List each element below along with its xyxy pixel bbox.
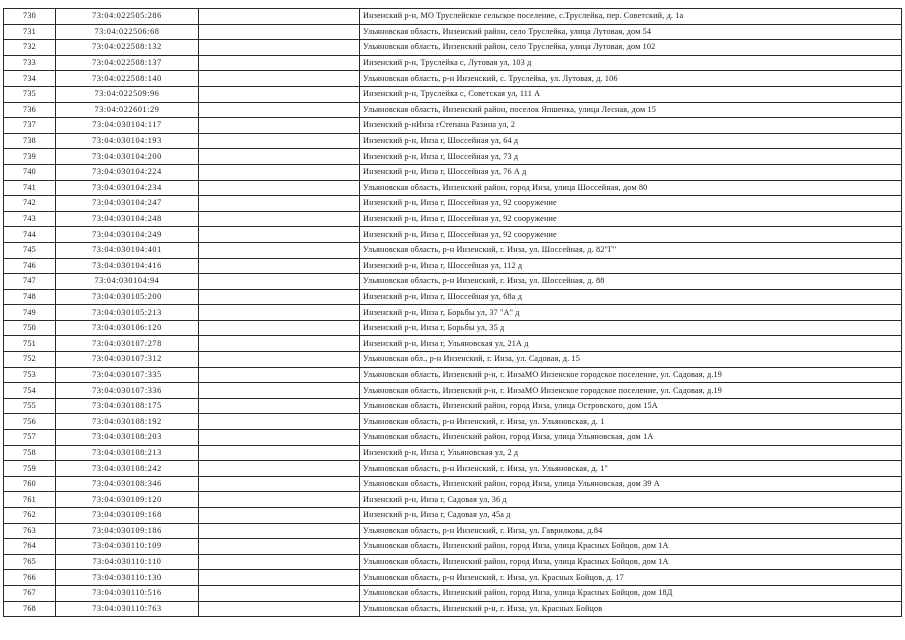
cadastral-number-cell: 73:04:030108:192 (56, 414, 199, 430)
address-cell: Инзенский р-н, Инза г, Шоссейная ул, 76 А д (360, 164, 902, 180)
cadastral-number-cell: 73:04:030104:234 (56, 180, 199, 196)
table-row (4, 414, 902, 430)
registry-table (3, 8, 902, 617)
table-row (4, 164, 902, 180)
table-row (4, 242, 902, 258)
address-cell: Ульяновская область, Инзенский район, город Инза, улица Красных Бойцов, дом 1А (360, 554, 902, 570)
cadastral-number-cell: 73:04:030104:117 (56, 118, 199, 134)
table-row (4, 9, 902, 25)
table-row (4, 554, 902, 570)
cadastral-number-cell: 73:04:030110:110 (56, 554, 199, 570)
empty-cell (199, 570, 360, 586)
empty-cell (199, 40, 360, 56)
row-number-cell: 755 (4, 398, 56, 414)
address-cell: Ульяновская область, Инзенский район, город Инза, улица Красных Бойцов, дом 18Д (360, 585, 902, 601)
address-cell: Инзенский р-н, Труслейка с, Лутовая ул, 103 д (360, 55, 902, 71)
empty-cell (199, 86, 360, 102)
row-number-cell: 768 (4, 601, 56, 617)
row-number-cell: 735 (4, 86, 56, 102)
row-number-cell: 766 (4, 570, 56, 586)
empty-cell (199, 133, 360, 149)
address-cell: Инзенский р-н, Инза г, Ульяновская ул, 21А д (360, 336, 902, 352)
cadastral-number-cell: 73:04:030104:249 (56, 227, 199, 243)
table-row (4, 55, 902, 71)
cadastral-number-cell: 73:04:030104:200 (56, 149, 199, 165)
table-row (4, 211, 902, 227)
empty-cell (199, 601, 360, 617)
cadastral-number-cell: 73:04:030104:193 (56, 133, 199, 149)
address-cell: Инзенский р-н, Инза г, Шоссейная ул, 92 сооружение (360, 227, 902, 243)
address-cell: Ульяновская область, р-н Инзенский, г. Инза, ул. Шоссейная, д. 82"Г" (360, 242, 902, 258)
address-cell: Ульяновская область, р-н Инзенский, г. Инза, ул. Ульяновская, д. 1" (360, 461, 902, 477)
table-row (4, 508, 902, 524)
cadastral-number-cell: 73:04:030109:168 (56, 508, 199, 524)
empty-cell (199, 445, 360, 461)
empty-cell (199, 24, 360, 40)
registry-table-body (4, 9, 902, 617)
empty-cell (199, 196, 360, 212)
cadastral-number-cell: 73:04:030107:336 (56, 383, 199, 399)
empty-cell (199, 55, 360, 71)
address-cell: Ульяновская область, р-н Инзенский, с. Труслейка, ул. Лутовая, д. 106 (360, 71, 902, 87)
table-row (4, 352, 902, 368)
address-cell: Инзенский р-н, Инза г, Шоссейная ул, 73 д (360, 149, 902, 165)
empty-cell (199, 102, 360, 118)
address-cell: Ульяновская область, р-н Инзенский, г. Инза, ул. Ульяновская, д. 1 (360, 414, 902, 430)
address-cell: Инзенский р-н, Инза г, Шоссейная ул, 92 сооружение (360, 196, 902, 212)
row-number-cell: 730 (4, 9, 56, 25)
table-row (4, 24, 902, 40)
empty-cell (199, 383, 360, 399)
table-row (4, 149, 902, 165)
empty-cell (199, 305, 360, 321)
table-row (4, 102, 902, 118)
cadastral-number-cell: 73:04:022508:137 (56, 55, 199, 71)
cadastral-number-cell: 73:04:022505:286 (56, 9, 199, 25)
address-cell: Ульяновская область, р-н Инзенский, г. Инза, ул. Красных Бойцов, д. 17 (360, 570, 902, 586)
table-row (4, 398, 902, 414)
empty-cell (199, 585, 360, 601)
cadastral-number-cell: 73:04:030105:200 (56, 289, 199, 305)
address-cell: Ульяновская обл., р-н Инзенский, г. Инза, ул. Садовая, д. 15 (360, 352, 902, 368)
empty-cell (199, 430, 360, 446)
cadastral-number-cell: 73:04:030104:224 (56, 164, 199, 180)
empty-cell (199, 242, 360, 258)
address-cell: Инзенский р-н, Инза г, Шоссейная ул, 112 д (360, 258, 902, 274)
empty-cell (199, 523, 360, 539)
row-number-cell: 761 (4, 492, 56, 508)
cadastral-number-cell: 73:04:030110:130 (56, 570, 199, 586)
empty-cell (199, 164, 360, 180)
cadastral-number-cell: 73:04:030108:175 (56, 398, 199, 414)
table-row (4, 227, 902, 243)
row-number-cell: 746 (4, 258, 56, 274)
empty-cell (199, 414, 360, 430)
cadastral-number-cell: 73:04:030110:763 (56, 601, 199, 617)
table-row (4, 601, 902, 617)
empty-cell (199, 492, 360, 508)
cadastral-number-cell: 73:04:030105:213 (56, 305, 199, 321)
row-number-cell: 736 (4, 102, 56, 118)
cadastral-number-cell: 73:04:030107:312 (56, 352, 199, 368)
address-cell: Инзенский р-н, Инза г, Ульяновская ул, 2 д (360, 445, 902, 461)
empty-cell (199, 118, 360, 134)
table-row (4, 258, 902, 274)
empty-cell (199, 149, 360, 165)
address-cell: Инзенский р-н, Инза г, Шоссейная ул, 64 д (360, 133, 902, 149)
address-cell: Инзенский р-н, Инза г, Шоссейная ул, 92 сооружение (360, 211, 902, 227)
table-row (4, 539, 902, 555)
row-number-cell: 763 (4, 523, 56, 539)
table-row (4, 383, 902, 399)
row-number-cell: 743 (4, 211, 56, 227)
row-number-cell: 751 (4, 336, 56, 352)
row-number-cell: 756 (4, 414, 56, 430)
cadastral-number-cell: 73:04:030108:213 (56, 445, 199, 461)
row-number-cell: 734 (4, 71, 56, 87)
empty-cell (199, 367, 360, 383)
empty-cell (199, 461, 360, 477)
cadastral-number-cell: 73:04:030109:120 (56, 492, 199, 508)
row-number-cell: 744 (4, 227, 56, 243)
cadastral-number-cell: 73:04:030108:242 (56, 461, 199, 477)
row-number-cell: 747 (4, 274, 56, 290)
address-cell: Инзенский р-н, Инза г, Шоссейная ул, 68а д (360, 289, 902, 305)
address-cell: Ульяновская область, Инзенский район, поселок Япшенка, улица Лесная, дом 15 (360, 102, 902, 118)
address-cell: Инзенский р-н, Инза г, Борьбы ул, 37 "А" д (360, 305, 902, 321)
table-row (4, 71, 902, 87)
row-number-cell: 762 (4, 508, 56, 524)
cadastral-number-cell: 73:04:030108:203 (56, 430, 199, 446)
address-cell: Ульяновская область, Инзенский район, город Инза, улица Островского, дом 15А (360, 398, 902, 414)
cadastral-number-cell: 73:04:030110:516 (56, 585, 199, 601)
table-row (4, 476, 902, 492)
row-number-cell: 754 (4, 383, 56, 399)
address-cell: Ульяновская область, р-н Инзенский, г. Инза, ул. Гаврилкова, д.84 (360, 523, 902, 539)
table-row (4, 40, 902, 56)
row-number-cell: 732 (4, 40, 56, 56)
row-number-cell: 733 (4, 55, 56, 71)
row-number-cell: 731 (4, 24, 56, 40)
cadastral-number-cell: 73:04:030104:247 (56, 196, 199, 212)
address-cell: Инзенский р-н, Инза г, Садовая ул, 45а д (360, 508, 902, 524)
empty-cell (199, 352, 360, 368)
empty-cell (199, 258, 360, 274)
cadastral-number-cell: 73:04:022508:140 (56, 71, 199, 87)
row-number-cell: 737 (4, 118, 56, 134)
cadastral-number-cell: 73:04:030104:248 (56, 211, 199, 227)
table-row (4, 492, 902, 508)
row-number-cell: 749 (4, 305, 56, 321)
table-row (4, 133, 902, 149)
table-row (4, 367, 902, 383)
table-row (4, 118, 902, 134)
address-cell: Ульяновская область, Инзенский р-н, г. ИнзаМО Инзенское городское поселение, ул. Садовая, д.19 (360, 383, 902, 399)
table-row (4, 445, 902, 461)
cadastral-number-cell: 73:04:030107:278 (56, 336, 199, 352)
row-number-cell: 758 (4, 445, 56, 461)
row-number-cell: 741 (4, 180, 56, 196)
empty-cell (199, 476, 360, 492)
row-number-cell: 753 (4, 367, 56, 383)
empty-cell (199, 227, 360, 243)
empty-cell (199, 320, 360, 336)
table-row (4, 305, 902, 321)
row-number-cell: 764 (4, 539, 56, 555)
empty-cell (199, 71, 360, 87)
cadastral-number-cell: 73:04:030108:346 (56, 476, 199, 492)
cadastral-number-cell: 73:04:030109:186 (56, 523, 199, 539)
address-cell: Ульяновская область, Инзенский район, село Труслейка, улица Лутовая, дом 54 (360, 24, 902, 40)
table-row (4, 180, 902, 196)
table-row (4, 461, 902, 477)
row-number-cell: 745 (4, 242, 56, 258)
row-number-cell: 740 (4, 164, 56, 180)
empty-cell (199, 554, 360, 570)
cadastral-number-cell: 73:04:030107:335 (56, 367, 199, 383)
empty-cell (199, 180, 360, 196)
cadastral-number-cell: 73:04:030106:120 (56, 320, 199, 336)
row-number-cell: 759 (4, 461, 56, 477)
table-row (4, 523, 902, 539)
cadastral-number-cell: 73:04:022506:68 (56, 24, 199, 40)
cadastral-number-cell: 73:04:030104:401 (56, 242, 199, 258)
row-number-cell: 739 (4, 149, 56, 165)
cadastral-number-cell: 73:04:030104:416 (56, 258, 199, 274)
row-number-cell: 750 (4, 320, 56, 336)
row-number-cell: 757 (4, 430, 56, 446)
address-cell: Ульяновская область, Инзенский район, город Инза, улица Ульяновская, дом 39 А (360, 476, 902, 492)
empty-cell (199, 336, 360, 352)
address-cell: Ульяновская область, Инзенский район, город Инза, улица Шоссейная, дом 80 (360, 180, 902, 196)
empty-cell (199, 398, 360, 414)
address-cell: Инзенский р-н, Инза г, Борьбы ул, 35 д (360, 320, 902, 336)
address-cell: Ульяновская область, Инзенский район, город Инза, улица Ульяновская, дом 1А (360, 430, 902, 446)
address-cell: Ульяновская область, Инзенский район, село Труслейка, улица Лутовая, дом 102 (360, 40, 902, 56)
table-row (4, 570, 902, 586)
cadastral-number-cell: 73:04:030104:94 (56, 274, 199, 290)
address-cell: Ульяновская область, Инзенский район, город Инза, улица Красных Бойцов, дом 1А (360, 539, 902, 555)
cadastral-number-cell: 73:04:022508:132 (56, 40, 199, 56)
row-number-cell: 748 (4, 289, 56, 305)
empty-cell (199, 289, 360, 305)
empty-cell (199, 274, 360, 290)
table-row (4, 430, 902, 446)
address-cell: Ульяновская область, Инзенский р-н, г. ИнзаМО Инзенское городское поселение, ул. Садовая, д.19 (360, 367, 902, 383)
table-row (4, 336, 902, 352)
row-number-cell: 738 (4, 133, 56, 149)
table-row (4, 289, 902, 305)
empty-cell (199, 508, 360, 524)
row-number-cell: 742 (4, 196, 56, 212)
empty-cell (199, 211, 360, 227)
row-number-cell: 760 (4, 476, 56, 492)
table-row (4, 274, 902, 290)
address-cell: Инзенский р-нИнза гСтепана Разина ул, 2 (360, 118, 902, 134)
row-number-cell: 765 (4, 554, 56, 570)
address-cell: Ульяновская область, Инзенский р-н, г. Инза, ул. Красных Бойцов (360, 601, 902, 617)
empty-cell (199, 9, 360, 25)
row-number-cell: 767 (4, 585, 56, 601)
cadastral-number-cell: 73:04:030110:109 (56, 539, 199, 555)
table-row (4, 196, 902, 212)
table-row (4, 320, 902, 336)
row-number-cell: 752 (4, 352, 56, 368)
address-cell: Инзенский р-н, МО Труслейское сельское поселение, с.Труслейка, пер. Советский, д. 1а (360, 9, 902, 25)
empty-cell (199, 539, 360, 555)
address-cell: Инзенский р-н, Труслейка с, Советская ул, 111 А (360, 86, 902, 102)
cadastral-number-cell: 73:04:022509:96 (56, 86, 199, 102)
address-cell: Инзенский р-н, Инза г, Садовая ул, 36 д (360, 492, 902, 508)
cadastral-number-cell: 73:04:022601:29 (56, 102, 199, 118)
address-cell: Ульяновская область, р-н Инзенский, г. Инза, ул. Шоссейная, д. 88 (360, 274, 902, 290)
table-row (4, 86, 902, 102)
table-row (4, 585, 902, 601)
